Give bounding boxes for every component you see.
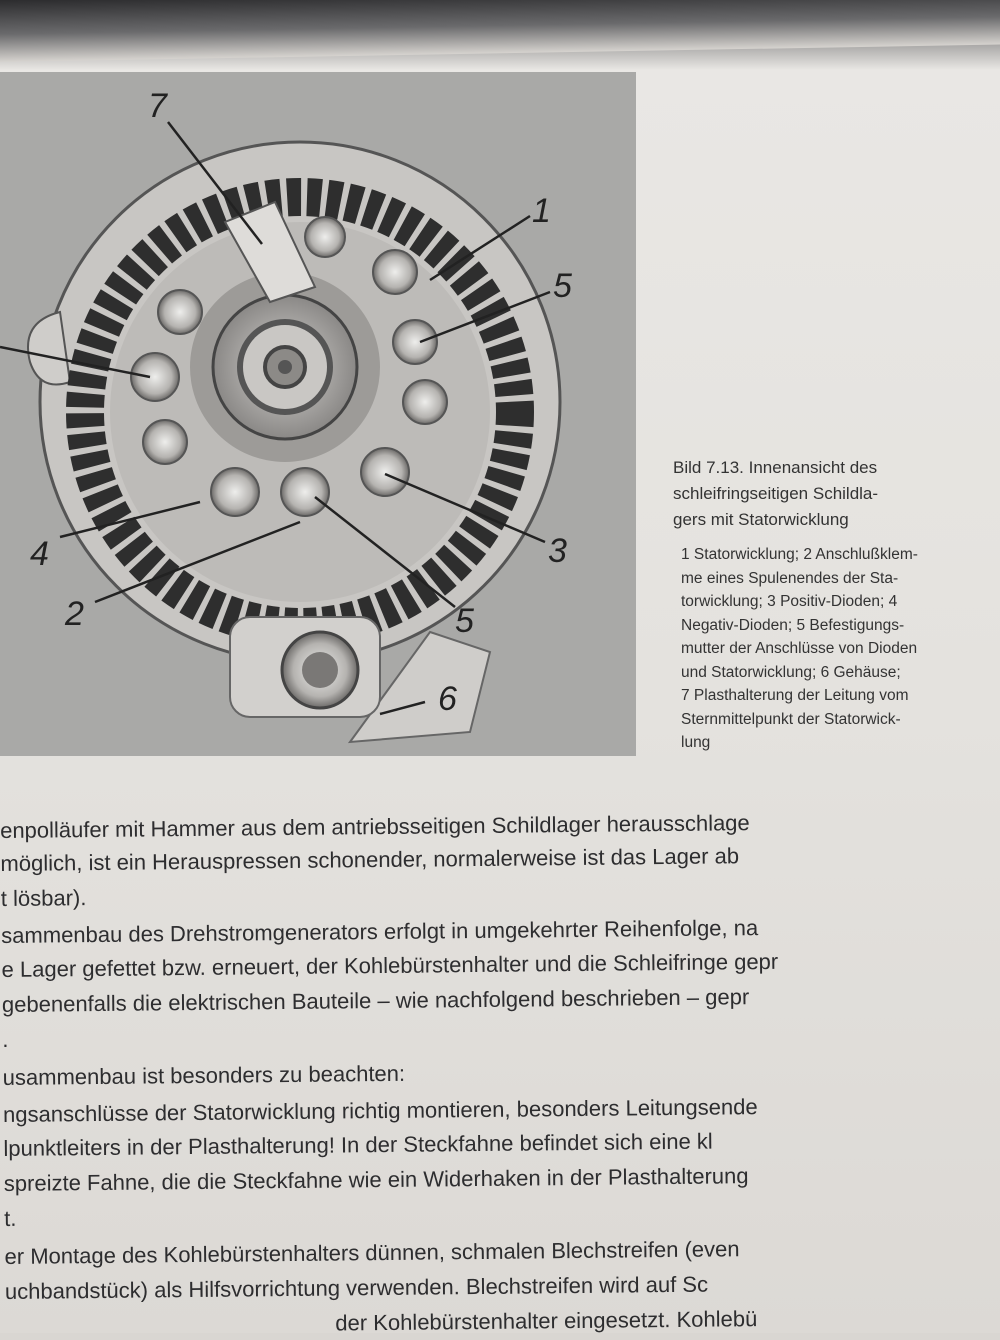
legend-line: Negativ-Dioden; 5 Befestigungs-: [681, 616, 905, 634]
legend-line: lung: [681, 734, 711, 751]
legend-line: 7 Plasthalterung der Leitung vom: [681, 687, 909, 704]
body-line: uchbandstück) als Hilfsvorrichtung verwenden. Blechstreifen wird auf Sc: [4, 1271, 709, 1304]
body-line: usammenbau ist besonders zu beachten:: [2, 1060, 406, 1090]
page-shadow-edge: [0, 0, 1000, 62]
legend-line: torwicklung; 3 Positiv-Dioden; 4: [681, 593, 898, 610]
caption-title-line: gers mit Statorwicklung: [673, 510, 849, 529]
callout-5-top: 5: [553, 267, 572, 305]
callout-1: 1: [532, 192, 551, 230]
body-line: e Lager gefettet bzw. erneuert, der Kohlebürstenhalter und die Schleifringe gepr: [1, 948, 779, 982]
caption-title-line: schleifringseitigen Schildla-: [673, 484, 879, 503]
body-line: t.: [4, 1205, 17, 1231]
legend-line: Sternmittelpunkt der Statorwick-: [681, 710, 901, 728]
body-line: sammenbau des Drehstromgenerators erfolgt in umgekehrter Reihenfolge, na: [1, 915, 759, 948]
callout-2: 2: [65, 595, 84, 633]
body-line: gebenenfalls die elektrischen Bauteile – wie nachfolgend beschrieben – gepr: [1, 984, 750, 1017]
alternator-photo: [0, 72, 636, 756]
callout-7: 7: [148, 87, 167, 125]
body-line: der Kohlebürstenhalter eingesetzt. Kohlebü: [335, 1306, 758, 1336]
figure-legend: [681, 543, 1000, 755]
caption-title-line: Bild 7.13. Innenansicht des: [673, 458, 878, 477]
body-line: möglich, ist ein Herauspressen schonender, normalerweise ist das Lager ab: [0, 843, 740, 876]
figure-caption-title: [673, 455, 973, 533]
body-line: ngsanschlüsse der Statorwicklung richtig montieren, besonders Leitungsende: [2, 1094, 758, 1127]
legend-line: 1 Statorwicklung; 2 Anschlußklem-: [681, 546, 918, 563]
callout-4: 4: [30, 535, 49, 573]
legend-line: und Statorwicklung; 6 Gehäuse;: [681, 663, 901, 681]
legend-line: mutter der Anschlüsse von Dioden: [681, 640, 918, 657]
alternator-illustration: [0, 72, 636, 756]
body-line: lpunktleiters in der Plasthalterung! In der Steckfahne befindet sich eine kl: [3, 1128, 713, 1161]
body-line: enpolläufer mit Hammer aus dem antriebsseitigen Schildlager herausschlage: [0, 810, 750, 843]
body-line: er Montage des Kohlebürstenhalters dünnen, schmalen Blechstreifen (even: [4, 1236, 740, 1269]
body-text: [0, 806, 1000, 1336]
legend-line: me eines Spulenendes der Sta-: [681, 569, 899, 587]
body-line: t lösbar).: [0, 885, 87, 911]
body-line: .: [2, 1026, 9, 1052]
callout-5-bottom: 5: [455, 602, 474, 640]
body-line: spreizte Fahne, die die Steckfahne wie ein Widerhaken in der Plasthalterung: [3, 1163, 749, 1196]
callout-6: 6: [438, 680, 457, 718]
callout-3: 3: [548, 532, 567, 570]
